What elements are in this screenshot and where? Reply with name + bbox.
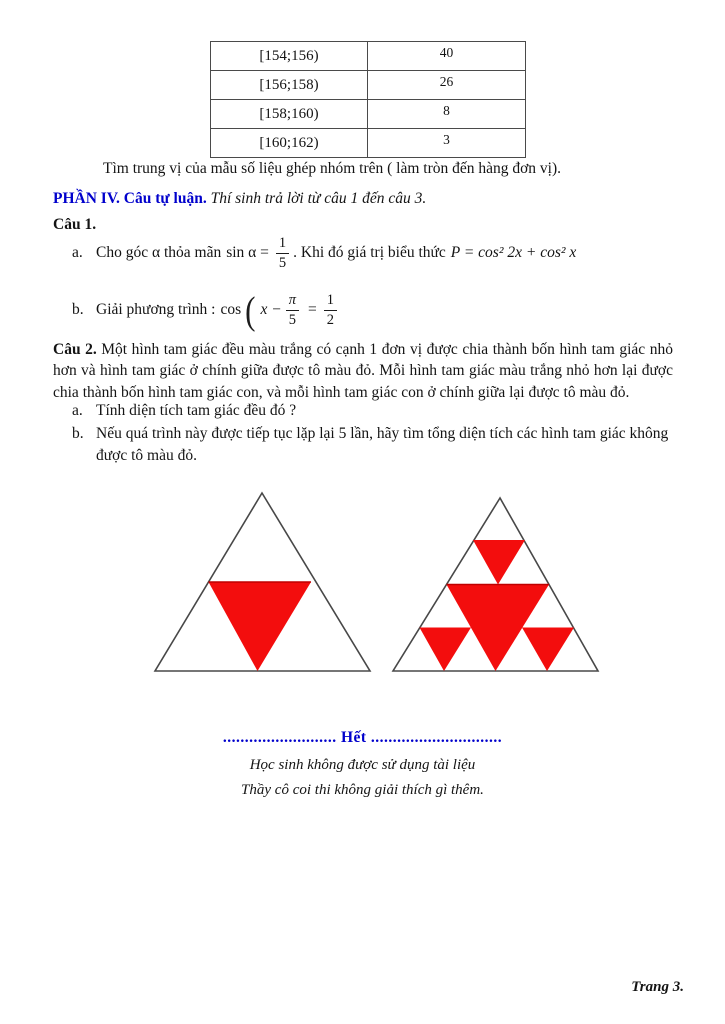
interval-cell: [154;156): [211, 42, 368, 71]
footer-note-2: Thầy cô coi thi không giải thích gì thêm.: [241, 782, 484, 798]
count-cell: 26: [368, 71, 526, 100]
table-row: [211, 129, 526, 158]
cau1-label: Câu 1.: [53, 216, 97, 233]
cau2-label: Câu 2.: [53, 341, 97, 358]
cau2-item-b: [72, 423, 676, 466]
item-marker: a.: [72, 244, 83, 261]
fraction-pi-fifth: [286, 292, 299, 328]
frequency-table: [210, 41, 526, 158]
cau2-item-a: [72, 402, 296, 420]
table-row: [211, 100, 526, 129]
median-question-text: Tìm trung vị của mẫu số liệu ghép nhóm trên ( làm tròn đến hàng đơn vị).: [103, 160, 562, 177]
item-marker: b.: [72, 425, 84, 442]
interval-cell: [160;162): [211, 129, 368, 158]
fraction-one-fifth: [276, 235, 289, 271]
cau1-item-a: [72, 231, 579, 275]
cau1b-lead: Giải phương trình :: [96, 301, 216, 318]
section-iv-line: [53, 190, 426, 208]
section-iv-heading: PHẦN IV. Câu tự luận.: [53, 190, 207, 207]
cau1a-lead: Cho góc α thỏa mãn: [96, 244, 222, 261]
cau1a-expression: P = cos² 2x + cos² x: [450, 244, 577, 261]
cau2-paragraph: [53, 339, 673, 403]
count-cell: 40: [368, 42, 526, 71]
fraction-one-half: [324, 292, 337, 328]
cau1a-sin: sin α =: [226, 244, 269, 261]
fraction-denominator: 2: [326, 311, 334, 328]
footer-note-1: Học sinh không được sử dụng tài liệu: [249, 757, 476, 773]
section-iv-instruction: Thí sinh trả lời từ câu 1 đến câu 3.: [206, 190, 427, 207]
interval-cell: [156;158): [211, 71, 368, 100]
item-marker: b.: [72, 301, 84, 318]
cau2a-text: Tính diện tích tam giác đều đó ?: [96, 402, 297, 419]
item-marker: a.: [72, 402, 83, 419]
fraction-numerator: π: [286, 292, 299, 311]
cos-function: cos: [220, 301, 242, 318]
cau1b-argument: x −: [260, 301, 282, 318]
page-number: Trang 3.: [631, 979, 684, 995]
fraction-numerator: 1: [276, 235, 289, 254]
figure-triangle-iteration2: [385, 486, 605, 686]
table-row: [211, 42, 526, 71]
figure-triangle-iteration1: [140, 486, 380, 686]
left-paren: (: [245, 288, 256, 332]
equals-sign: =: [307, 301, 317, 318]
table-row: [211, 71, 526, 100]
fraction-numerator: 1: [324, 292, 337, 311]
cau2b-text: Nếu quá trình này được tiếp tục lặp lại 5 lần, hãy tìm tổng diện tích các hình tam giác không được tô màu đỏ.: [96, 425, 669, 464]
fraction-denominator: 5: [288, 311, 296, 328]
count-cell: 8: [368, 100, 526, 129]
cau1-item-b: [72, 286, 341, 334]
count-cell: 3: [368, 129, 526, 158]
fraction-denominator: 5: [278, 254, 287, 271]
cau1a-after: . Khi đó giá trị biểu thức: [293, 244, 446, 261]
interval-cell: [158;160): [211, 100, 368, 129]
het-divider: .......................... Hết ..............................: [222, 729, 503, 746]
cau2-body: Một hình tam giác đều màu trắng có cạnh 1 đơn vị được chia thành bốn hình tam giác nhỏ hơn và hình tam giác ở chính giữa được tô màu đỏ. Mỗi hình tam giác màu trắng nhỏ hơn lại được chia thành bốn hình tam giác con, và mỗi hình tam giác con ở chính giữa lại được tô màu đỏ.: [53, 341, 673, 401]
